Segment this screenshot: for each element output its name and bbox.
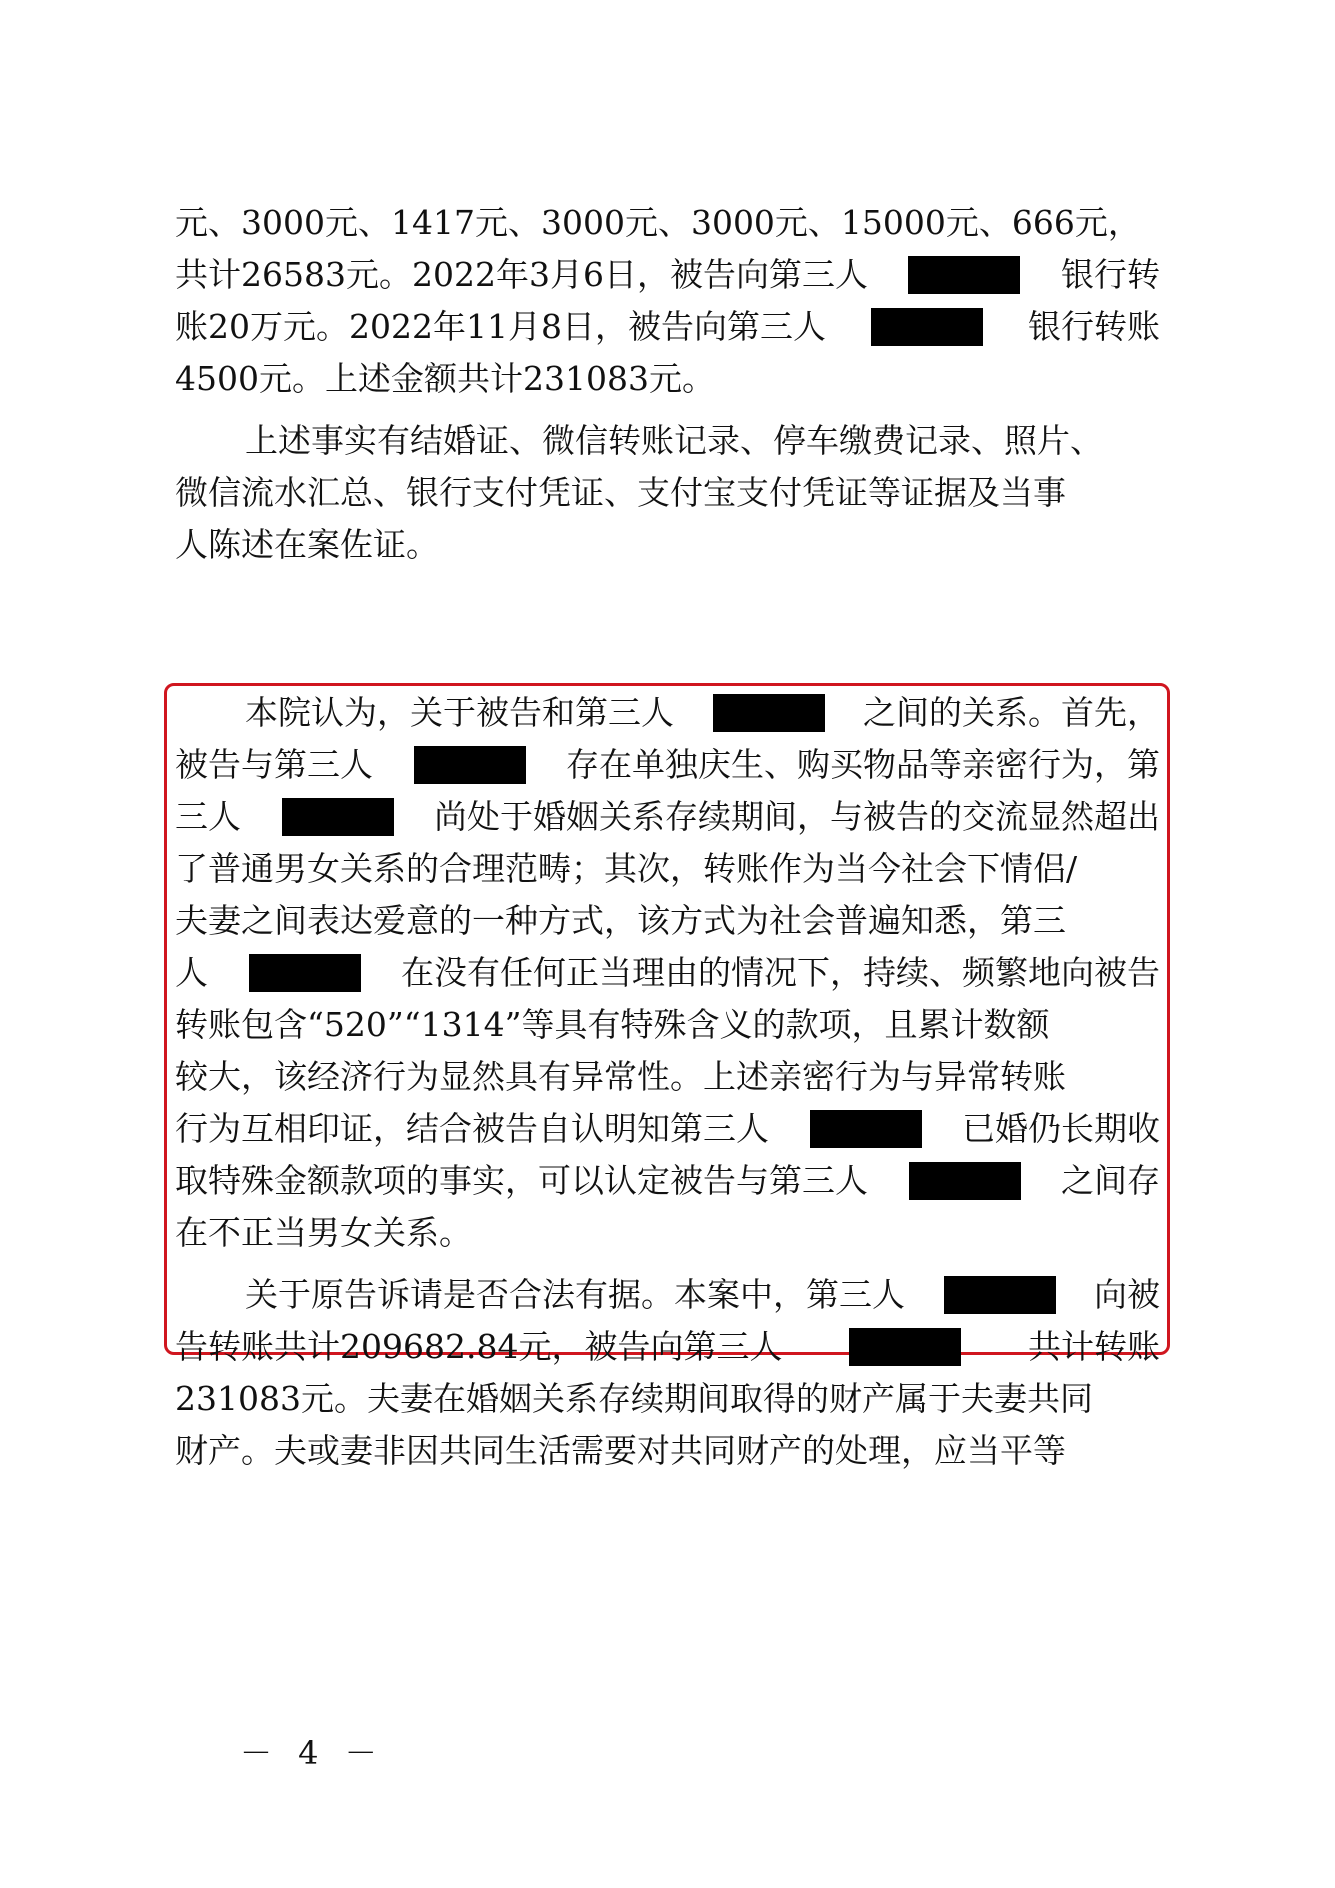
text-line (175, 1052, 1160, 1102)
text-segment: 账20万元。2022年11月8日，被告向第三人 (175, 307, 826, 346)
text-segment: 三人 (175, 797, 241, 836)
redaction-block (944, 1276, 1056, 1314)
text-segment: 之间存 (1061, 1161, 1160, 1200)
text-segment: 向被 (1094, 1275, 1160, 1314)
text-segment: 已婚仍长期收 (962, 1109, 1160, 1148)
text-segment: 微信流水汇总、银行支付凭证、支付宝支付凭证等证据及当事 (175, 473, 1066, 512)
redaction-block (908, 256, 1020, 294)
text-segment: 元、3000元、1417元、3000元、3000元、15000元、666元， (175, 203, 1141, 242)
text-segment: 银行转 (1060, 255, 1160, 294)
text-line (175, 1156, 1160, 1206)
text-segment: 取特殊金额款项的事实，可以认定被告与第三人 (175, 1161, 868, 1200)
text-segment: 本院认为，关于被告和第三人 (245, 693, 674, 732)
redaction-block (713, 694, 825, 732)
text-segment: 被告与第三人 (175, 745, 373, 784)
text-line (175, 520, 1160, 570)
redaction-block (849, 1328, 961, 1366)
text-segment: 了普通男女关系的合理范畴；其次，转账作为当今社会下情侣/ (175, 849, 1078, 888)
text-segment: 较大，该经济行为显然具有异常性。上述亲密行为与异常转账 (175, 1057, 1066, 1096)
text-line (175, 1000, 1160, 1050)
text-line (175, 1426, 1160, 1476)
text-line (175, 1270, 1160, 1320)
text-segment: 在不正当男女关系。 (175, 1213, 472, 1252)
text-line (175, 948, 1160, 998)
text-segment: 人 (175, 953, 208, 992)
text-line (175, 740, 1160, 790)
page-number: － 4 － (240, 1734, 385, 1772)
text-line (175, 1322, 1160, 1372)
redaction-block (249, 954, 361, 992)
text-line (175, 302, 1160, 352)
text-segment: 尚处于婚姻关系存续期间，与被告的交流显然超出 (434, 797, 1160, 836)
text-line (175, 896, 1160, 946)
text-segment: 人陈述在案佐证。 (175, 525, 439, 564)
text-line (175, 688, 1160, 738)
text-segment: 财产。夫或妻非因共同生活需要对共同财产的处理，应当平等 (175, 1431, 1066, 1470)
text-segment: 存在单独庆生、购买物品等亲密行为，第 (566, 745, 1160, 784)
text-segment: 转账包含“520”“1314”等具有特殊含义的款项，且累计数额 (175, 1005, 1050, 1044)
text-segment: 231083元。夫妻在婚姻关系存续期间取得的财产属于夫妻共同 (175, 1379, 1093, 1418)
redaction-block (414, 746, 526, 784)
text-line (175, 250, 1160, 300)
text-line (175, 354, 1160, 404)
text-line (175, 792, 1160, 842)
text-segment: 4500元。上述金额共计231083元。 (175, 359, 715, 398)
text-segment: 共计转账 (1028, 1327, 1160, 1366)
text-segment: 上述事实有结婚证、微信转账记录、停车缴费记录、照片、 (245, 421, 1103, 460)
text-line (175, 468, 1160, 518)
text-segment: 银行转账 (1028, 307, 1160, 346)
text-line (175, 1104, 1160, 1154)
text-segment: 在没有任何正当理由的情况下，持续、频繁地向被告 (401, 953, 1160, 992)
text-segment: 关于原告诉请是否合法有据。本案中，第三人 (245, 1275, 905, 1314)
text-line (175, 198, 1160, 248)
text-line (175, 1208, 1160, 1258)
text-segment: 行为互相印证，结合被告自认明知第三人 (175, 1109, 769, 1148)
text-line (175, 844, 1160, 894)
redaction-block (282, 798, 394, 836)
text-line (175, 416, 1160, 466)
text-line (175, 1374, 1160, 1424)
text-segment: 之间的关系。首先， (863, 693, 1160, 732)
text-segment: 共计26583元。2022年3月6日，被告向第三人 (175, 255, 868, 294)
redaction-block (871, 308, 983, 346)
redaction-block (810, 1110, 922, 1148)
text-segment: 告转账共计209682.84元，被告向第三人 (175, 1327, 783, 1366)
redaction-block (909, 1162, 1021, 1200)
text-segment: 夫妻之间表达爱意的一种方式，该方式为社会普遍知悉，第三 (175, 901, 1066, 940)
